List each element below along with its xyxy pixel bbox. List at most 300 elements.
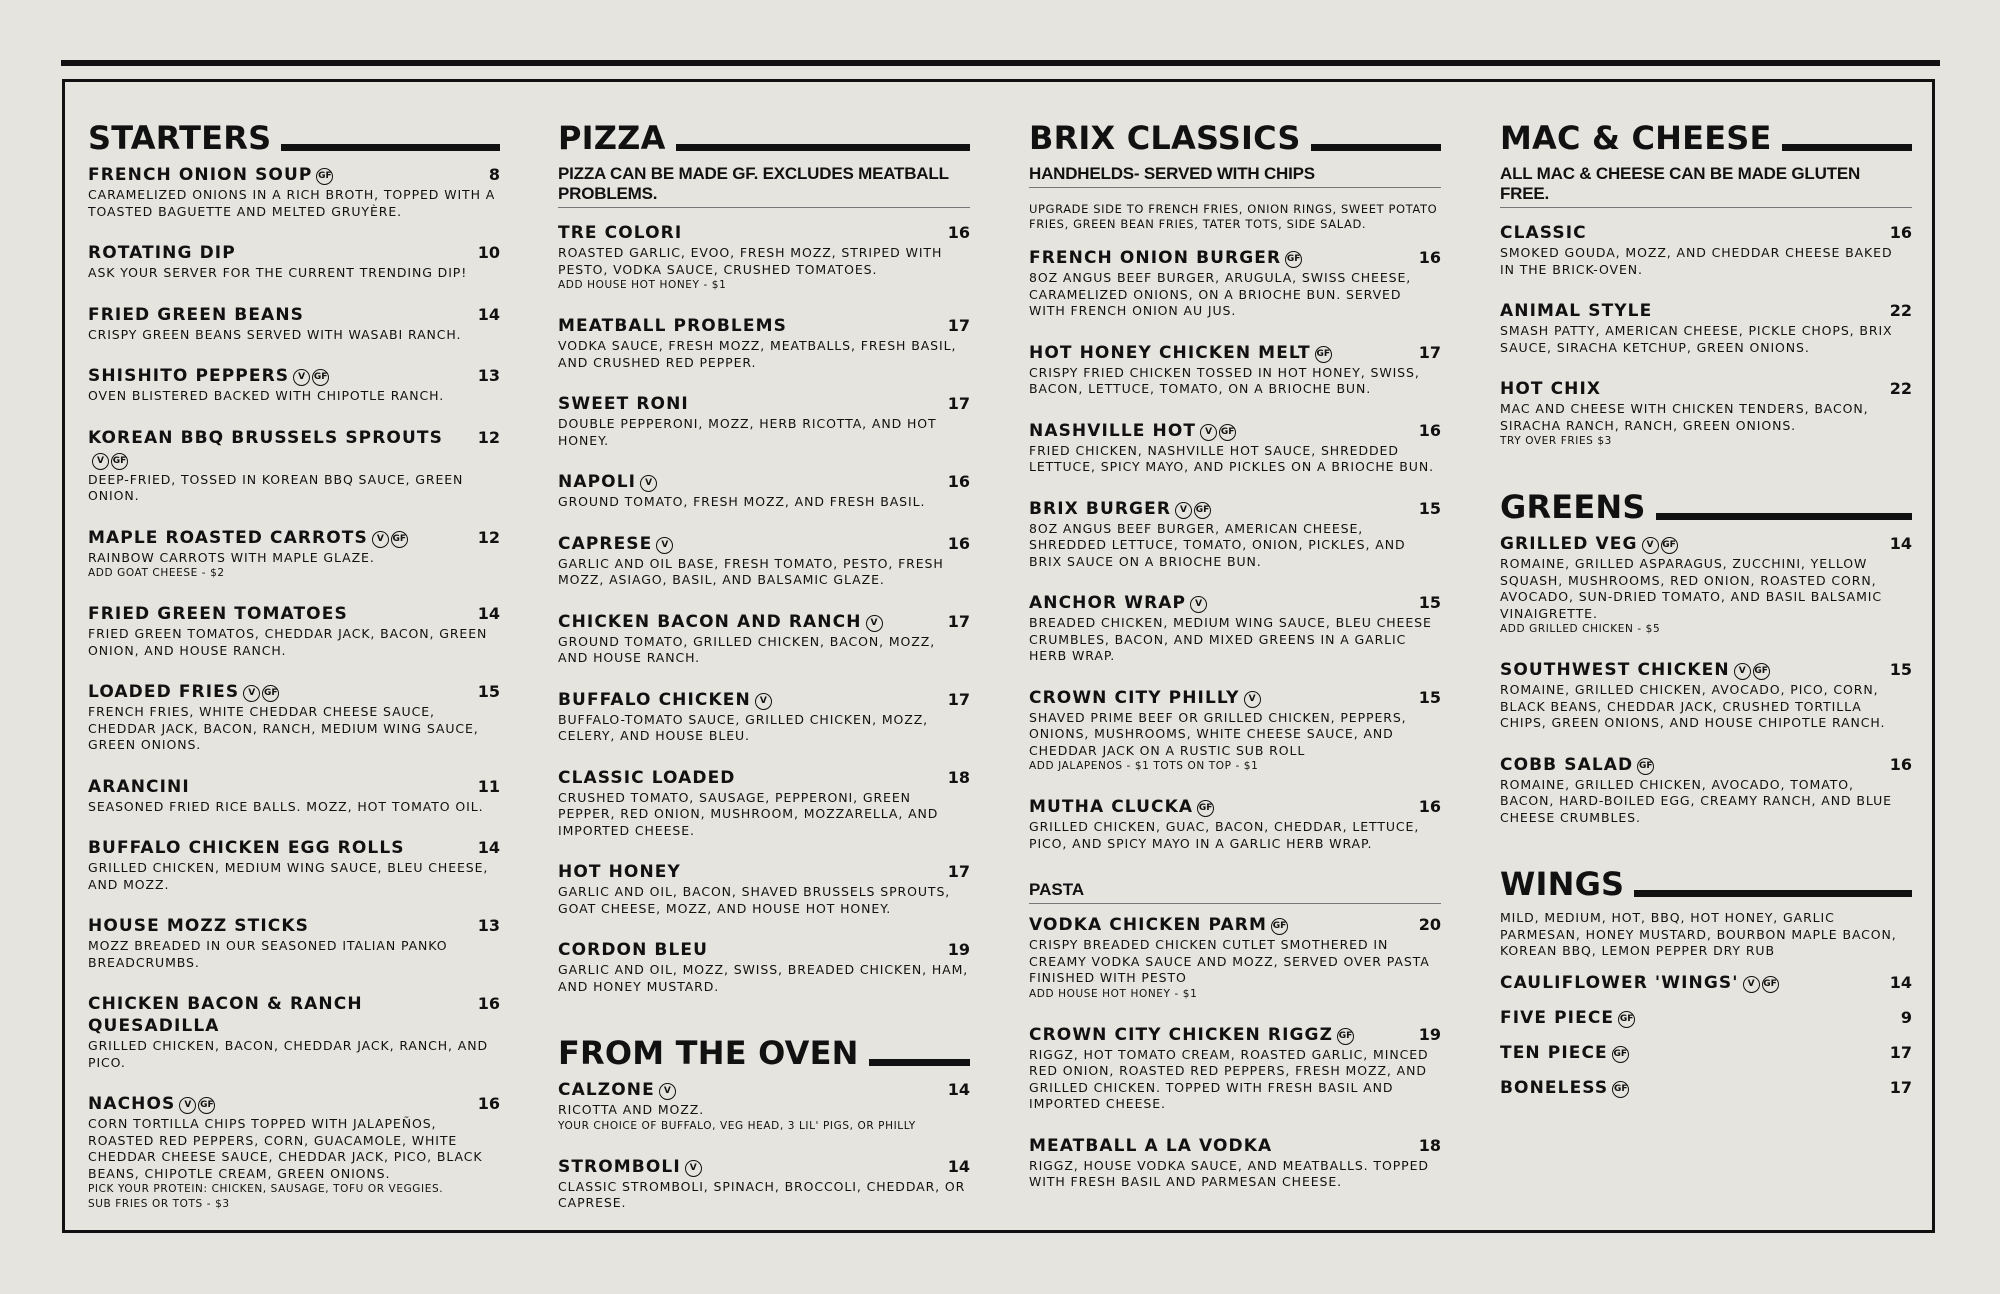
menu-item-description: CRISPY BREADED CHICKEN CUTLET SMOTHERED IN CREAMY VODKA SAUCE AND MOZZ, SERVED OVER PASTA FINISHED WITH PESTO — [1029, 937, 1430, 985]
menu-item — [1029, 1024, 1441, 1113]
menu-item — [88, 427, 500, 505]
menu-item — [1500, 1007, 1912, 1029]
vegetarian-icon: V — [1175, 502, 1192, 519]
menu-item-row — [88, 427, 500, 471]
menu-item-name-classic-loaded — [558, 767, 736, 789]
menu-column-2 — [558, 120, 970, 1234]
menu-item — [88, 164, 500, 220]
menu-item-price: 15 — [477, 682, 500, 701]
menu-item — [1500, 222, 1912, 278]
menu-item-price: 12 — [477, 527, 500, 547]
menu-item-description: GRILLED CHICKEN, MEDIUM WING SAUCE, BLEU CHEESE, AND MOZZ. — [88, 860, 489, 892]
menu-item-name-rotating-dip — [88, 242, 236, 264]
menu-item-price: 14 — [947, 1156, 970, 1176]
vegetarian-icon: V — [656, 537, 673, 554]
menu-item-name-text: CLASSIC — [1500, 223, 1587, 243]
menu-item-description: VODKA SAUCE, FRESH MOZZ, MEATBALLS, FRESH BASIL, AND CRUSHED RED PEPPER. — [558, 338, 957, 370]
menu-item-price: 17 — [1889, 1042, 1912, 1062]
menu-item-row — [1500, 754, 1912, 776]
menu-item-name-text: FRIED GREEN TOMATOES — [88, 604, 348, 624]
menu-item-name-hot-honey — [558, 861, 681, 883]
menu-item-name-text: CLASSIC LOADED — [558, 767, 736, 788]
menu-item-row — [1500, 1077, 1912, 1099]
vegetarian-icon: V — [372, 531, 389, 548]
menu-item-name-text: BRIX BURGER — [1029, 498, 1172, 519]
menu-item-row — [558, 222, 970, 244]
menu-item-name-vodka-chicken-parm — [1029, 914, 1288, 936]
menu-item-description: FRENCH FRIES, WHITE CHEDDAR CHEESE SAUCE, CHEDDAR JACK, BACON, RANCH, MEDIUM WING SAUCE, GREEN ONIONS. — [88, 704, 479, 752]
section-title: BRIX CLASSICS — [1029, 119, 1301, 157]
menu-item-description: CRISPY FRIED CHICKEN TOSSED IN HOT HONEY, SWISS, BACON, LETTUCE, TOMATO, ON A BRIOCHE BUN. — [1029, 364, 1420, 396]
menu-item-name-classic — [1500, 222, 1587, 244]
vegetarian-icon: V — [243, 685, 260, 702]
menu-item-description: GARLIC AND OIL BASE, FRESH TOMATO, PESTO, FRESH MOZZ, ASIAGO, BASIL, AND BALSAMIC GLAZE. — [558, 555, 944, 587]
menu-item-price: 15 — [1889, 660, 1912, 679]
menu-item-row — [1029, 914, 1441, 936]
menu-item — [1029, 1135, 1441, 1191]
menu-item-description: OVEN BLISTERED BACKED WITH CHIPOTLE RANCH. — [88, 388, 445, 403]
menu-item-price: 22 — [1889, 301, 1912, 320]
section-title: PIZZA — [558, 119, 666, 157]
section-title: FROM THE OVEN — [558, 1034, 859, 1072]
menu-item-row — [558, 471, 970, 493]
menu-item-description: GROUND TOMATO, FRESH MOZZ, AND FRESH BASIL. — [558, 494, 926, 509]
menu-item-row — [88, 681, 500, 703]
menu-item-price: 14 — [947, 1080, 970, 1099]
menu-item-name-meatball-problems — [558, 315, 787, 337]
gluten-free-icon: GF — [1612, 1081, 1629, 1098]
gluten-free-icon: GF — [1618, 1011, 1635, 1028]
menu-section — [1500, 120, 1912, 449]
menu-section — [1500, 489, 1912, 826]
vegetarian-icon: V — [866, 615, 883, 632]
menu-item — [1029, 592, 1441, 665]
menu-item-name-buffalo-chicken-egg-rolls — [88, 837, 405, 859]
menu-item-name-grilled-veg — [1500, 533, 1678, 555]
menu-item-price: 17 — [947, 689, 970, 709]
menu-item-name-hot-honey-chicken-melt — [1029, 342, 1332, 364]
menu-item-name-fried-green-tomatoes — [88, 603, 348, 625]
gluten-free-icon: GF — [1753, 663, 1770, 680]
menu-item-name-stromboli — [558, 1156, 702, 1178]
menu-item-row — [558, 611, 970, 633]
gluten-free-icon: GF — [1194, 502, 1211, 519]
menu-item-name-text: COBB SALAD — [1500, 754, 1634, 775]
section-rule — [281, 144, 500, 151]
menu-item — [88, 681, 500, 754]
menu-item-name-text: CAULIFLOWER 'WINGS' — [1500, 972, 1739, 993]
menu-item-description: RAINBOW CARROTS WITH MAPLE GLAZE. — [88, 549, 375, 565]
menu-item-row — [1029, 1135, 1441, 1157]
menu-item-row — [558, 689, 970, 711]
menu-item-name-text: HOT HONEY — [558, 862, 681, 882]
menu-item-name-text: BUFFALO CHICKEN EGG ROLLS — [88, 838, 405, 858]
menu-item — [1029, 498, 1441, 571]
menu-item-description: MOZZ BREADED IN OUR SEASONED ITALIAN PANKO BREADCRUMBS. — [88, 938, 448, 970]
menu-item-name-maple-roasted-carrots — [88, 527, 408, 549]
menu-item-name-text: BONELESS — [1500, 1077, 1609, 1098]
menu-item — [88, 527, 500, 582]
menu-item-description: BREADED CHICKEN, MEDIUM WING SAUCE, BLEU CHEESE CRUMBLES, BACON, AND MIXED GREENS IN A GARLIC HERB WRAP. — [1029, 615, 1432, 663]
menu-item-name-text: FRENCH ONION SOUP — [88, 165, 313, 185]
menu-item — [1029, 342, 1441, 398]
menu-item-row — [558, 1156, 970, 1178]
section-rule — [1656, 513, 1912, 520]
menu-item — [1029, 796, 1441, 852]
menu-item-row — [558, 1079, 970, 1101]
menu-column-1 — [88, 120, 500, 1234]
menu-item — [558, 939, 970, 995]
menu-item-name-text: GRILLED VEG — [1500, 534, 1638, 554]
menu-item-name-cordon-bleu — [558, 939, 708, 961]
menu-item-description: DOUBLE PEPPERONI, MOZZ, HERB RICOTTA, AND HOT HONEY. — [558, 416, 937, 448]
menu-item-price: 18 — [947, 767, 970, 787]
menu-item — [558, 533, 970, 589]
top-rule — [61, 60, 1940, 66]
gluten-free-icon: GF — [1762, 976, 1779, 993]
menu-item-name-five-piece — [1500, 1007, 1635, 1029]
section-header — [1500, 866, 1912, 902]
menu-item-name-text: CHICKEN BACON AND RANCH — [558, 611, 862, 632]
menu-item-name-text: ANCHOR WRAP — [1029, 593, 1187, 613]
menu-item-price: 16 — [1418, 797, 1441, 816]
menu-item-name-text: FRENCH ONION BURGER — [1029, 248, 1282, 268]
menu-item-row — [1029, 498, 1441, 520]
menu-item-row — [1029, 420, 1441, 442]
menu-item — [558, 222, 970, 293]
menu-item-description: FRIED GREEN TOMATOS, CHEDDAR JACK, BACON, GREEN ONION, AND HOUSE RANCH. — [88, 626, 488, 658]
menu-item-name-crown-city-chicken-riggz — [1029, 1024, 1354, 1046]
menu-item-price: 15 — [1418, 498, 1441, 518]
section-rule — [1634, 890, 1912, 897]
vegetarian-icon: V — [640, 475, 657, 492]
menu-item-description: CARAMELIZED ONIONS IN A RICH BROTH, TOPPED WITH A TOASTED BAGUETTE AND MELTED GRUYÈRE. — [88, 187, 496, 219]
menu-item-description: DEEP-FRIED, TOSSED IN KOREAN BBQ SAUCE, GREEN ONION. — [88, 471, 464, 503]
menu-item-description: MAC AND CHEESE WITH CHICKEN TENDERS, BACON, SIRACHA RANCH, RANCH, GREEN ONIONS. — [1500, 401, 1869, 433]
menu-item — [1500, 1042, 1912, 1064]
menu-item-row — [558, 533, 970, 555]
menu-item-description: GRILLED CHICKEN, BACON, CHEDDAR JACK, RANCH, AND PICO. — [88, 1038, 489, 1070]
section-header — [88, 120, 500, 156]
menu-item-name-text: HOUSE MOZZ STICKS — [88, 916, 309, 936]
menu-section — [88, 120, 500, 1212]
menu-section — [558, 120, 970, 995]
menu-item-price: 19 — [947, 940, 970, 959]
menu-item-price: 17 — [947, 316, 970, 335]
menu-item-row — [558, 939, 970, 961]
vegetarian-icon: V — [293, 369, 310, 386]
gluten-free-icon: GF — [312, 369, 329, 386]
gluten-free-icon: GF — [1315, 346, 1332, 363]
menu-item-name-text: MEATBALL A LA VODKA — [1029, 1135, 1273, 1156]
menu-item — [1500, 300, 1912, 356]
menu-item — [88, 776, 500, 816]
vegetarian-icon: V — [659, 1083, 676, 1100]
menu-item-name-text: MEATBALL PROBLEMS — [558, 316, 787, 336]
gluten-free-icon: GF — [262, 685, 279, 702]
menu-item — [88, 1093, 500, 1212]
menu-item-description: SMASH PATTY, AMERICAN CHEESE, PICKLE CHOPS, BRIX SAUCE, SIRACHA KETCHUP, GREEN ONIONS. — [1500, 323, 1893, 355]
menu-item-row — [1500, 300, 1912, 322]
section-subtitle: PASTA — [1029, 880, 1441, 904]
menu-item-addon: ADD GOAT CHEESE - $2 — [88, 567, 225, 579]
menu-item-name-text: NASHVILLE HOT — [1029, 420, 1197, 441]
menu-item-name-text: STROMBOLI — [558, 1156, 681, 1177]
menu-item-price: 16 — [947, 223, 970, 242]
menu-item-name-text: CALZONE — [558, 1080, 655, 1100]
menu-item-name-house-mozz-sticks — [88, 915, 309, 937]
menu-item — [1029, 687, 1441, 775]
menu-item-row — [1029, 1024, 1441, 1046]
menu-item-price: 14 — [1889, 534, 1912, 553]
menu-item-name-crown-city-philly — [1029, 687, 1261, 709]
menu-item-price: 20 — [1418, 915, 1441, 934]
section-rule — [676, 144, 970, 151]
gluten-free-icon: GF — [1197, 800, 1214, 817]
menu-item-row — [1029, 796, 1441, 818]
menu-item-row — [558, 315, 970, 337]
menu-item-price: 16 — [1418, 248, 1441, 267]
menu-item — [1500, 754, 1912, 827]
menu-item-price: 13 — [477, 916, 500, 935]
menu-item-description: GROUND TOMATO, GRILLED CHICKEN, BACON, MOZZ, AND HOUSE RANCH. — [558, 633, 936, 665]
menu-item-name-text: FIVE PIECE — [1500, 1007, 1615, 1028]
menu-item — [558, 767, 970, 840]
menu-item-name-shishito-peppers — [88, 365, 329, 387]
menu-item-name-nachos — [88, 1093, 215, 1115]
menu-column-4 — [1500, 120, 1912, 1112]
vegetarian-icon: V — [1190, 596, 1207, 613]
menu-item-row — [88, 915, 500, 937]
menu-item-row — [1029, 342, 1441, 364]
section-title: MAC & CHEESE — [1500, 119, 1772, 157]
menu-item — [88, 365, 500, 405]
gluten-free-icon: GF — [316, 168, 333, 185]
menu-item-price: 17 — [947, 394, 970, 413]
menu-item-row — [88, 527, 500, 549]
menu-section — [1029, 880, 1441, 1191]
menu-item-description: GARLIC AND OIL, MOZZ, SWISS, BREADED CHICKEN, HAM, AND HONEY MUSTARD. — [558, 962, 969, 994]
menu-item-name-text: NACHOS — [88, 1094, 176, 1114]
menu-item — [1029, 247, 1441, 320]
section-header — [1029, 120, 1441, 156]
vegetarian-icon: V — [755, 693, 772, 710]
menu-item-price: 11 — [477, 776, 500, 796]
menu-item — [1500, 659, 1912, 732]
menu-item-row — [1500, 1007, 1912, 1029]
menu-item-name-hot-chix — [1500, 378, 1601, 400]
menu-item-addon: ADD HOUSE HOT HONEY - $1 — [1029, 987, 1198, 1000]
menu-item-description: 8OZ ANGUS BEEF BURGER, ARUGULA, SWISS CHEESE, CARAMELIZED ONIONS, ON A BRIOCHE BUN. SERVED WITH FRENCH ONION AU JUS. — [1029, 270, 1412, 318]
menu-item-name-buffalo-chicken — [558, 689, 772, 711]
menu-item — [88, 304, 500, 344]
menu-item-name-boneless — [1500, 1077, 1629, 1099]
menu-item-addon: ADD HOUSE HOT HONEY - $1 — [558, 279, 727, 291]
menu-item-row — [1029, 592, 1441, 614]
menu-item-price: 15 — [1418, 593, 1441, 612]
menu-item-price: 16 — [477, 1094, 500, 1113]
menu-item-price: 17 — [947, 862, 970, 881]
menu-item-name-text: SOUTHWEST CHICKEN — [1500, 660, 1730, 680]
menu-item — [88, 993, 500, 1071]
menu-item — [1500, 1077, 1912, 1099]
menu-item-price: 14 — [477, 604, 500, 623]
section-title: GREENS — [1500, 488, 1646, 526]
menu-item-name-southwest-chicken — [1500, 659, 1770, 681]
menu-item-description: CORN TORTILLA CHIPS TOPPED WITH JALAPEÑOS, ROASTED RED PEPPERS, CORN, GUACAMOLE, WHITE CHEDDAR CHEESE SAUCE, CHEDDAR JACK, PICO, BLACK BEANS, CHIPOTLE CREAM, GREEN ONIONS. — [88, 1116, 483, 1181]
menu-item-price: 19 — [1418, 1024, 1441, 1044]
menu-item — [558, 1079, 970, 1134]
menu-item-row — [1029, 687, 1441, 709]
menu-item-description: CRUSHED TOMATO, SAUSAGE, PEPPERONI, GREEN PEPPER, RED ONION, MUSHROOM, MOZZARELLA, AND IMPORTED CHEESE. — [558, 789, 939, 838]
menu-item-name-text: TEN PIECE — [1500, 1042, 1608, 1063]
menu-item-name-text: HOT CHIX — [1500, 379, 1602, 399]
menu-item-price: 17 — [947, 611, 970, 631]
vegetarian-icon: V — [92, 453, 109, 470]
section-title: STARTERS — [88, 119, 272, 157]
menu-item-row — [88, 1093, 500, 1115]
menu-item-name-mutha-clucka — [1029, 796, 1214, 818]
menu-item-addon: PICK YOUR PROTEIN: CHICKEN, SAUSAGE, TOFU OR VEGGIES. — [88, 1183, 444, 1195]
menu-item — [558, 471, 970, 511]
menu-item — [88, 603, 500, 659]
gluten-free-icon: GF — [111, 453, 128, 470]
menu-item-price: 9 — [1900, 1007, 1912, 1027]
menu-item-price: 14 — [477, 838, 500, 857]
menu-item-name-tre-colori — [558, 222, 682, 244]
menu-section — [1029, 120, 1441, 852]
section-header — [1500, 489, 1912, 525]
section-header — [558, 1035, 970, 1071]
gluten-free-icon: GF — [1219, 424, 1236, 441]
menu-item-name-arancini — [88, 776, 190, 798]
gluten-free-icon: GF — [198, 1097, 215, 1114]
menu-item-name-text: CAPRESE — [558, 533, 653, 554]
menu-item-price: 14 — [477, 304, 500, 324]
section-note: HANDHELDS- SERVED WITH CHIPS — [1029, 164, 1441, 188]
menu-item-name-text: CROWN CITY PHILLY — [1029, 687, 1240, 708]
menu-item-price: 18 — [1418, 1135, 1441, 1155]
menu-item-row — [558, 861, 970, 883]
menu-item-name-chicken-bacon-and-ranch — [558, 611, 883, 633]
menu-item-row — [558, 393, 970, 415]
menu-item-name-nashville-hot — [1029, 420, 1236, 442]
menu-item-description: ASK YOUR SERVER FOR THE CURRENT TRENDING DIP! — [88, 265, 468, 280]
menu-item-description: RIGGZ, HOUSE VODKA SAUCE, AND MEATBALLS. TOPPED WITH FRESH BASIL AND PARMESAN CHEESE. — [1029, 1157, 1429, 1189]
menu-item-name-brix-burger — [1029, 498, 1211, 520]
menu-item-name-anchor-wrap — [1029, 592, 1207, 614]
menu-item-description: SMOKED GOUDA, MOZZ, AND CHEDDAR CHEESE BAKED IN THE BRICK-OVEN. — [1500, 245, 1893, 277]
menu-item-row — [88, 304, 500, 326]
menu-item-row — [1500, 659, 1912, 681]
menu-item-name-animal-style — [1500, 300, 1652, 322]
menu-item — [558, 611, 970, 667]
menu-item-name-loaded-fries — [88, 681, 279, 703]
menu-item-name-text: CROWN CITY CHICKEN RIGGZ — [1029, 1024, 1334, 1045]
menu-item-description: ROASTED GARLIC, EVOO, FRESH MOZZ, STRIPED WITH PESTO, VODKA SAUCE, CRUSHED TOMATOES. — [558, 245, 943, 277]
menu-item-addon: YOUR CHOICE OF BUFFALO, VEG HEAD, 3 LIL' PIGS, OR PHILLY — [558, 1119, 916, 1132]
menu-item-name-text: ARANCINI — [88, 776, 190, 797]
menu-item-description: CLASSIC STROMBOLI, SPINACH, BROCCOLI, CHEDDAR, OR CAPRESE. — [558, 1178, 966, 1210]
section-note: PIZZA CAN BE MADE GF. EXCLUDES MEATBALL PROBLEMS. — [558, 164, 970, 208]
vegetarian-icon: V — [685, 1160, 702, 1177]
menu-item — [1500, 533, 1912, 637]
menu-item-description: GRILLED CHICKEN, GUAC, BACON, CHEDDAR, LETTUCE, PICO, AND SPICY MAYO IN A GARLIC HERB WRAP. — [1029, 819, 1420, 851]
menu-item — [88, 915, 500, 971]
menu-item-price: 17 — [1889, 1077, 1912, 1097]
menu-item-price: 15 — [1418, 687, 1441, 707]
vegetarian-icon: V — [1642, 537, 1659, 554]
menu-item-description: RICOTTA AND MOZZ. — [558, 1102, 705, 1117]
section-title: WINGS — [1500, 865, 1625, 903]
menu-item-description: FRIED CHICKEN, NASHVILLE HOT SAUCE, SHREDDED LETTUCE, SPICY MAYO, AND PICKLES ON A BRIOCHE BUN. — [1029, 442, 1434, 474]
vegetarian-icon: V — [1743, 976, 1760, 993]
menu-item-row — [88, 603, 500, 625]
section-note-detail: UPGRADE SIDE TO FRENCH FRIES, ONION RINGS, SWEET POTATO FRIES, GREEN BEAN FRIES, TATER TOTS, SIDE SALAD. — [1029, 202, 1438, 231]
section-rule — [1311, 144, 1441, 151]
menu-item-row — [558, 767, 970, 789]
menu-item-addon: ADD JALAPENOS - $1 TOTS ON TOP - $1 — [1029, 760, 1259, 772]
menu-item — [558, 689, 970, 745]
menu-item-addon: ADD GRILLED CHICKEN - $5 — [1500, 623, 1661, 635]
section-header — [558, 120, 970, 156]
menu-item-name-text: VODKA CHICKEN PARM — [1029, 915, 1267, 935]
menu-item-price: 16 — [477, 994, 500, 1013]
menu-item-name-text: FRIED GREEN BEANS — [88, 304, 304, 325]
menu-item-row — [1500, 222, 1912, 244]
menu-item-row — [88, 776, 500, 798]
menu-item-row — [1500, 378, 1912, 400]
menu-item — [558, 861, 970, 917]
menu-item-name-calzone — [558, 1079, 676, 1101]
menu-item-name-napoli — [558, 471, 657, 493]
vegetarian-icon: V — [1200, 424, 1217, 441]
section-header — [1500, 120, 1912, 156]
menu-section — [1500, 866, 1912, 1099]
menu-item-row — [1500, 533, 1912, 555]
menu-item-row — [88, 242, 500, 264]
menu-item — [1500, 378, 1912, 449]
menu-item-name-korean-bbq-brussels-sprouts — [88, 427, 448, 471]
menu-item — [88, 242, 500, 282]
menu-item-description: SHAVED PRIME BEEF OR GRILLED CHICKEN, PEPPERS, ONIONS, MUSHROOMS, WHITE CHEESE SAUCE, AND CHEDDAR JACK ON A RUSTIC SUB ROLL — [1029, 709, 1407, 758]
menu-item-price: 10 — [477, 243, 500, 262]
menu-item-description: GARLIC AND OIL, BACON, SHAVED BRUSSELS SPROUTS, GOAT CHEESE, MOZZ, AND HOUSE HOT HONEY. — [558, 884, 951, 916]
menu-column-3 — [1029, 120, 1441, 1213]
menu-item-name-sweet-roni — [558, 393, 689, 415]
menu-item-name-text: SHISHITO PEPPERS — [88, 366, 290, 386]
menu-item-description: ROMAINE, GRILLED CHICKEN, AVOCADO, TOMATO, BACON, HARD-BOILED EGG, CREAMY RANCH, AND BLUE CHEESE CRUMBLES. — [1500, 776, 1892, 825]
menu-item-description: SEASONED FRIED RICE BALLS. MOZZ, HOT TOMATO OIL. — [88, 798, 484, 814]
menu-item-price: 17 — [1418, 342, 1441, 362]
gluten-free-icon: GF — [1661, 537, 1678, 554]
menu-item-name-chicken-bacon-ranch-quesadilla — [88, 993, 448, 1037]
menu-item-name-text: LOADED FRIES — [88, 682, 240, 702]
menu-item-name-text: KOREAN BBQ BRUSSELS SPROUTS — [88, 427, 443, 448]
vegetarian-icon: V — [179, 1097, 196, 1114]
gluten-free-icon: GF — [1337, 1028, 1354, 1045]
menu-item-name-text: NAPOLI — [558, 472, 637, 492]
menu-item-addon: SUB FRIES OR TOTS - $3 — [88, 1198, 230, 1210]
gluten-free-icon: GF — [1637, 758, 1654, 775]
menu-item-row — [88, 837, 500, 859]
menu-item-price: 16 — [1889, 223, 1912, 242]
vegetarian-icon: V — [1734, 663, 1751, 680]
menu-item-name-text: BUFFALO CHICKEN — [558, 689, 751, 710]
menu-section — [558, 1035, 970, 1212]
menu-item-name-french-onion-soup — [88, 164, 333, 186]
menu-item-price: 8 — [488, 165, 500, 184]
